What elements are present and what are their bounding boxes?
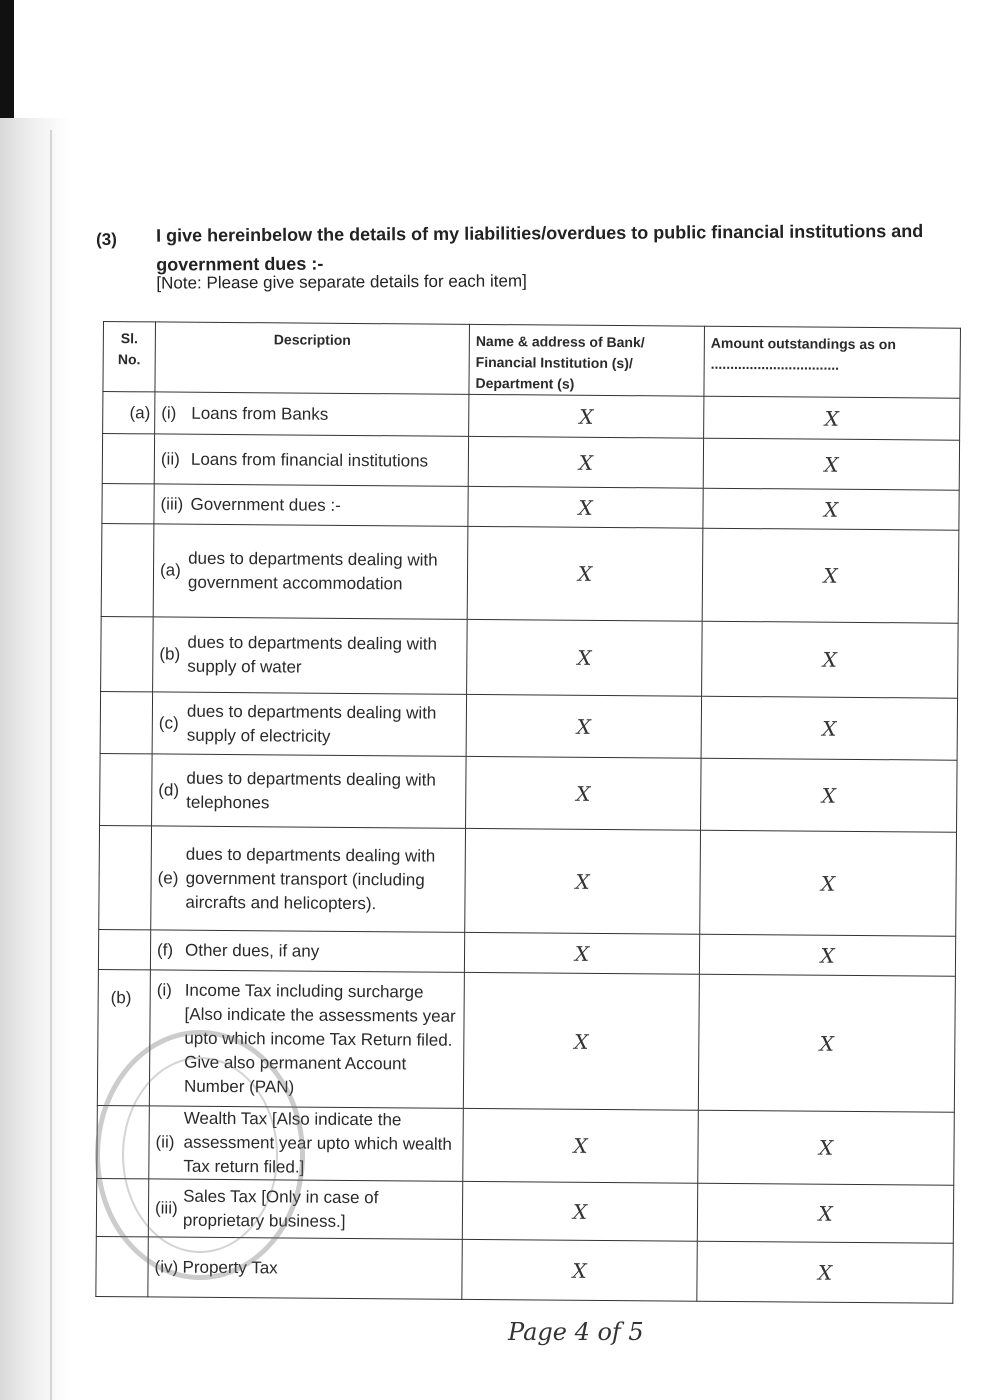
- amount-cell-mark: X: [699, 934, 955, 976]
- amount-cell-mark: X: [702, 528, 959, 623]
- amount-cell-mark: X: [701, 758, 958, 832]
- bank-cell-mark: X: [462, 1239, 697, 1301]
- row-sl: [96, 1178, 148, 1236]
- table-row: [96, 1178, 953, 1243]
- amount-cell-mark: X: [697, 1241, 953, 1303]
- section-heading: I give hereinbelow the details of my liabilities/overdues to public financial institutions and government dues :-: [156, 220, 924, 275]
- scan-shadow: [0, 118, 70, 1400]
- row-description: [148, 1179, 462, 1239]
- row-description: [151, 826, 466, 932]
- row-description: [153, 524, 468, 619]
- amount-cell-mark: X: [704, 396, 960, 440]
- section-number: (3): [96, 229, 117, 249]
- row-item-text: dues to departments dealing with supply of electricity: [186, 701, 437, 746]
- row-sl: [101, 523, 154, 616]
- table-row: [100, 691, 957, 760]
- row-item-text: Property Tax: [182, 1257, 278, 1277]
- table-row: [100, 753, 958, 832]
- row-item-number: (i): [156, 979, 172, 1000]
- bank-cell-mark: X: [462, 1181, 697, 1241]
- row-item-text: dues to departments dealing with government transport (including aircrafts and helicopters).: [185, 844, 436, 913]
- bank-cell-mark: X: [463, 1108, 699, 1183]
- amount-cell-mark: X: [702, 621, 959, 698]
- row-item-text: dues to departments dealing with supply of water: [187, 632, 438, 677]
- row-item-number: (ii): [155, 1132, 175, 1152]
- table-row: [101, 523, 959, 623]
- amount-cell-mark: X: [703, 438, 959, 490]
- row-item-number: (a): [159, 560, 181, 580]
- row-description: [149, 970, 464, 1108]
- row-sl: (b): [97, 969, 150, 1105]
- header-amount: Amount outstandings as on .................................: [704, 326, 961, 398]
- row-sl: [97, 1105, 150, 1178]
- row-description: [150, 930, 464, 972]
- bank-cell-mark: X: [464, 932, 699, 974]
- row-item-text: dues to departments dealing with telephones: [186, 768, 436, 812]
- table-row: [103, 392, 960, 441]
- bank-cell-mark: X: [466, 756, 702, 830]
- amount-cell-mark: X: [703, 488, 959, 530]
- row-item-number: (f): [156, 939, 174, 960]
- bank-cell-mark: X: [467, 619, 703, 696]
- table-row: [99, 825, 957, 936]
- table-row: [96, 1236, 953, 1303]
- row-item-text: Government dues :-: [190, 494, 341, 515]
- row-description: [154, 484, 468, 526]
- row-sl: [100, 753, 153, 825]
- section-note: [Note: Please give separate details for each item]: [156, 271, 527, 293]
- row-description: [152, 692, 466, 756]
- row-item-text: Loans from Banks: [191, 403, 329, 424]
- amount-cell-mark: X: [698, 1110, 955, 1185]
- table-header-row: [103, 322, 961, 399]
- table-row: [98, 929, 955, 976]
- table-row: [97, 1105, 955, 1185]
- row-item-text: Loans from financial institutions: [190, 449, 429, 471]
- header-description: Description: [155, 322, 470, 394]
- row-description: [152, 754, 467, 828]
- row-item-text: Wealth Tax [Also indicate the assessment year upto which wealth Tax return filed.]: [183, 1108, 452, 1177]
- row-item-number: (ii): [160, 448, 180, 469]
- row-description: [154, 434, 468, 486]
- row-item-text: Other dues, if any: [184, 940, 320, 961]
- row-item-number: (iii): [154, 1197, 178, 1218]
- header-sl-no: Sl. No.: [103, 322, 156, 392]
- amount-cell-mark: X: [701, 696, 957, 760]
- table-row: [97, 969, 955, 1112]
- row-description: [149, 1106, 464, 1181]
- header-bank: Name & address of Bank/ Financial Institution (s)/ Department (s): [469, 324, 705, 396]
- row-item-number: (e): [157, 867, 179, 888]
- row-item-number: (c): [158, 712, 179, 733]
- table-row: [102, 483, 959, 530]
- binding-edge: [0, 0, 14, 118]
- row-sl: [101, 616, 154, 691]
- bank-cell-mark: X: [468, 486, 703, 528]
- row-item-number: (d): [158, 779, 180, 800]
- row-item-number: (i): [161, 402, 177, 423]
- page-number-handwritten: Page 4 of 5: [508, 1318, 644, 1346]
- amount-cell-mark: X: [697, 1183, 953, 1243]
- row-sl: [99, 825, 152, 929]
- row-item-text: Income Tax including surcharge [Also indicate the assessments year upto which income Tax Return filed. Give also permanent Account Number (PAN): [183, 980, 456, 1097]
- liabilities-table: [95, 321, 961, 1304]
- row-sl: [96, 1236, 148, 1296]
- bank-cell-mark: X: [465, 828, 701, 934]
- row-item-text: Sales Tax [Only in case of proprietary business.]: [182, 1186, 379, 1231]
- row-description: [148, 1237, 462, 1299]
- row-description: [153, 617, 468, 694]
- amount-cell-mark: X: [700, 830, 957, 936]
- fold-line: [50, 130, 52, 1400]
- section-3: [96, 217, 976, 293]
- table-row: [102, 434, 959, 491]
- row-item-text: dues to departments dealing with government accommodation: [187, 548, 438, 594]
- bank-cell-mark: X: [467, 526, 703, 621]
- bank-cell-mark: X: [466, 694, 701, 758]
- row-sl: [102, 434, 154, 484]
- table-row: [101, 616, 959, 698]
- amount-cell-mark: X: [698, 974, 955, 1112]
- row-sl: [102, 483, 154, 523]
- row-item-number: (b): [159, 644, 181, 664]
- row-sl: (a): [103, 392, 155, 434]
- bank-cell-mark: X: [463, 972, 699, 1110]
- row-sl: [98, 929, 150, 969]
- bank-cell-mark: X: [468, 436, 703, 488]
- row-description: [155, 392, 469, 436]
- bank-cell-mark: X: [469, 394, 704, 438]
- row-item-number: (iv): [154, 1256, 179, 1277]
- row-sl: [100, 691, 152, 753]
- row-item-number: (iii): [160, 493, 184, 514]
